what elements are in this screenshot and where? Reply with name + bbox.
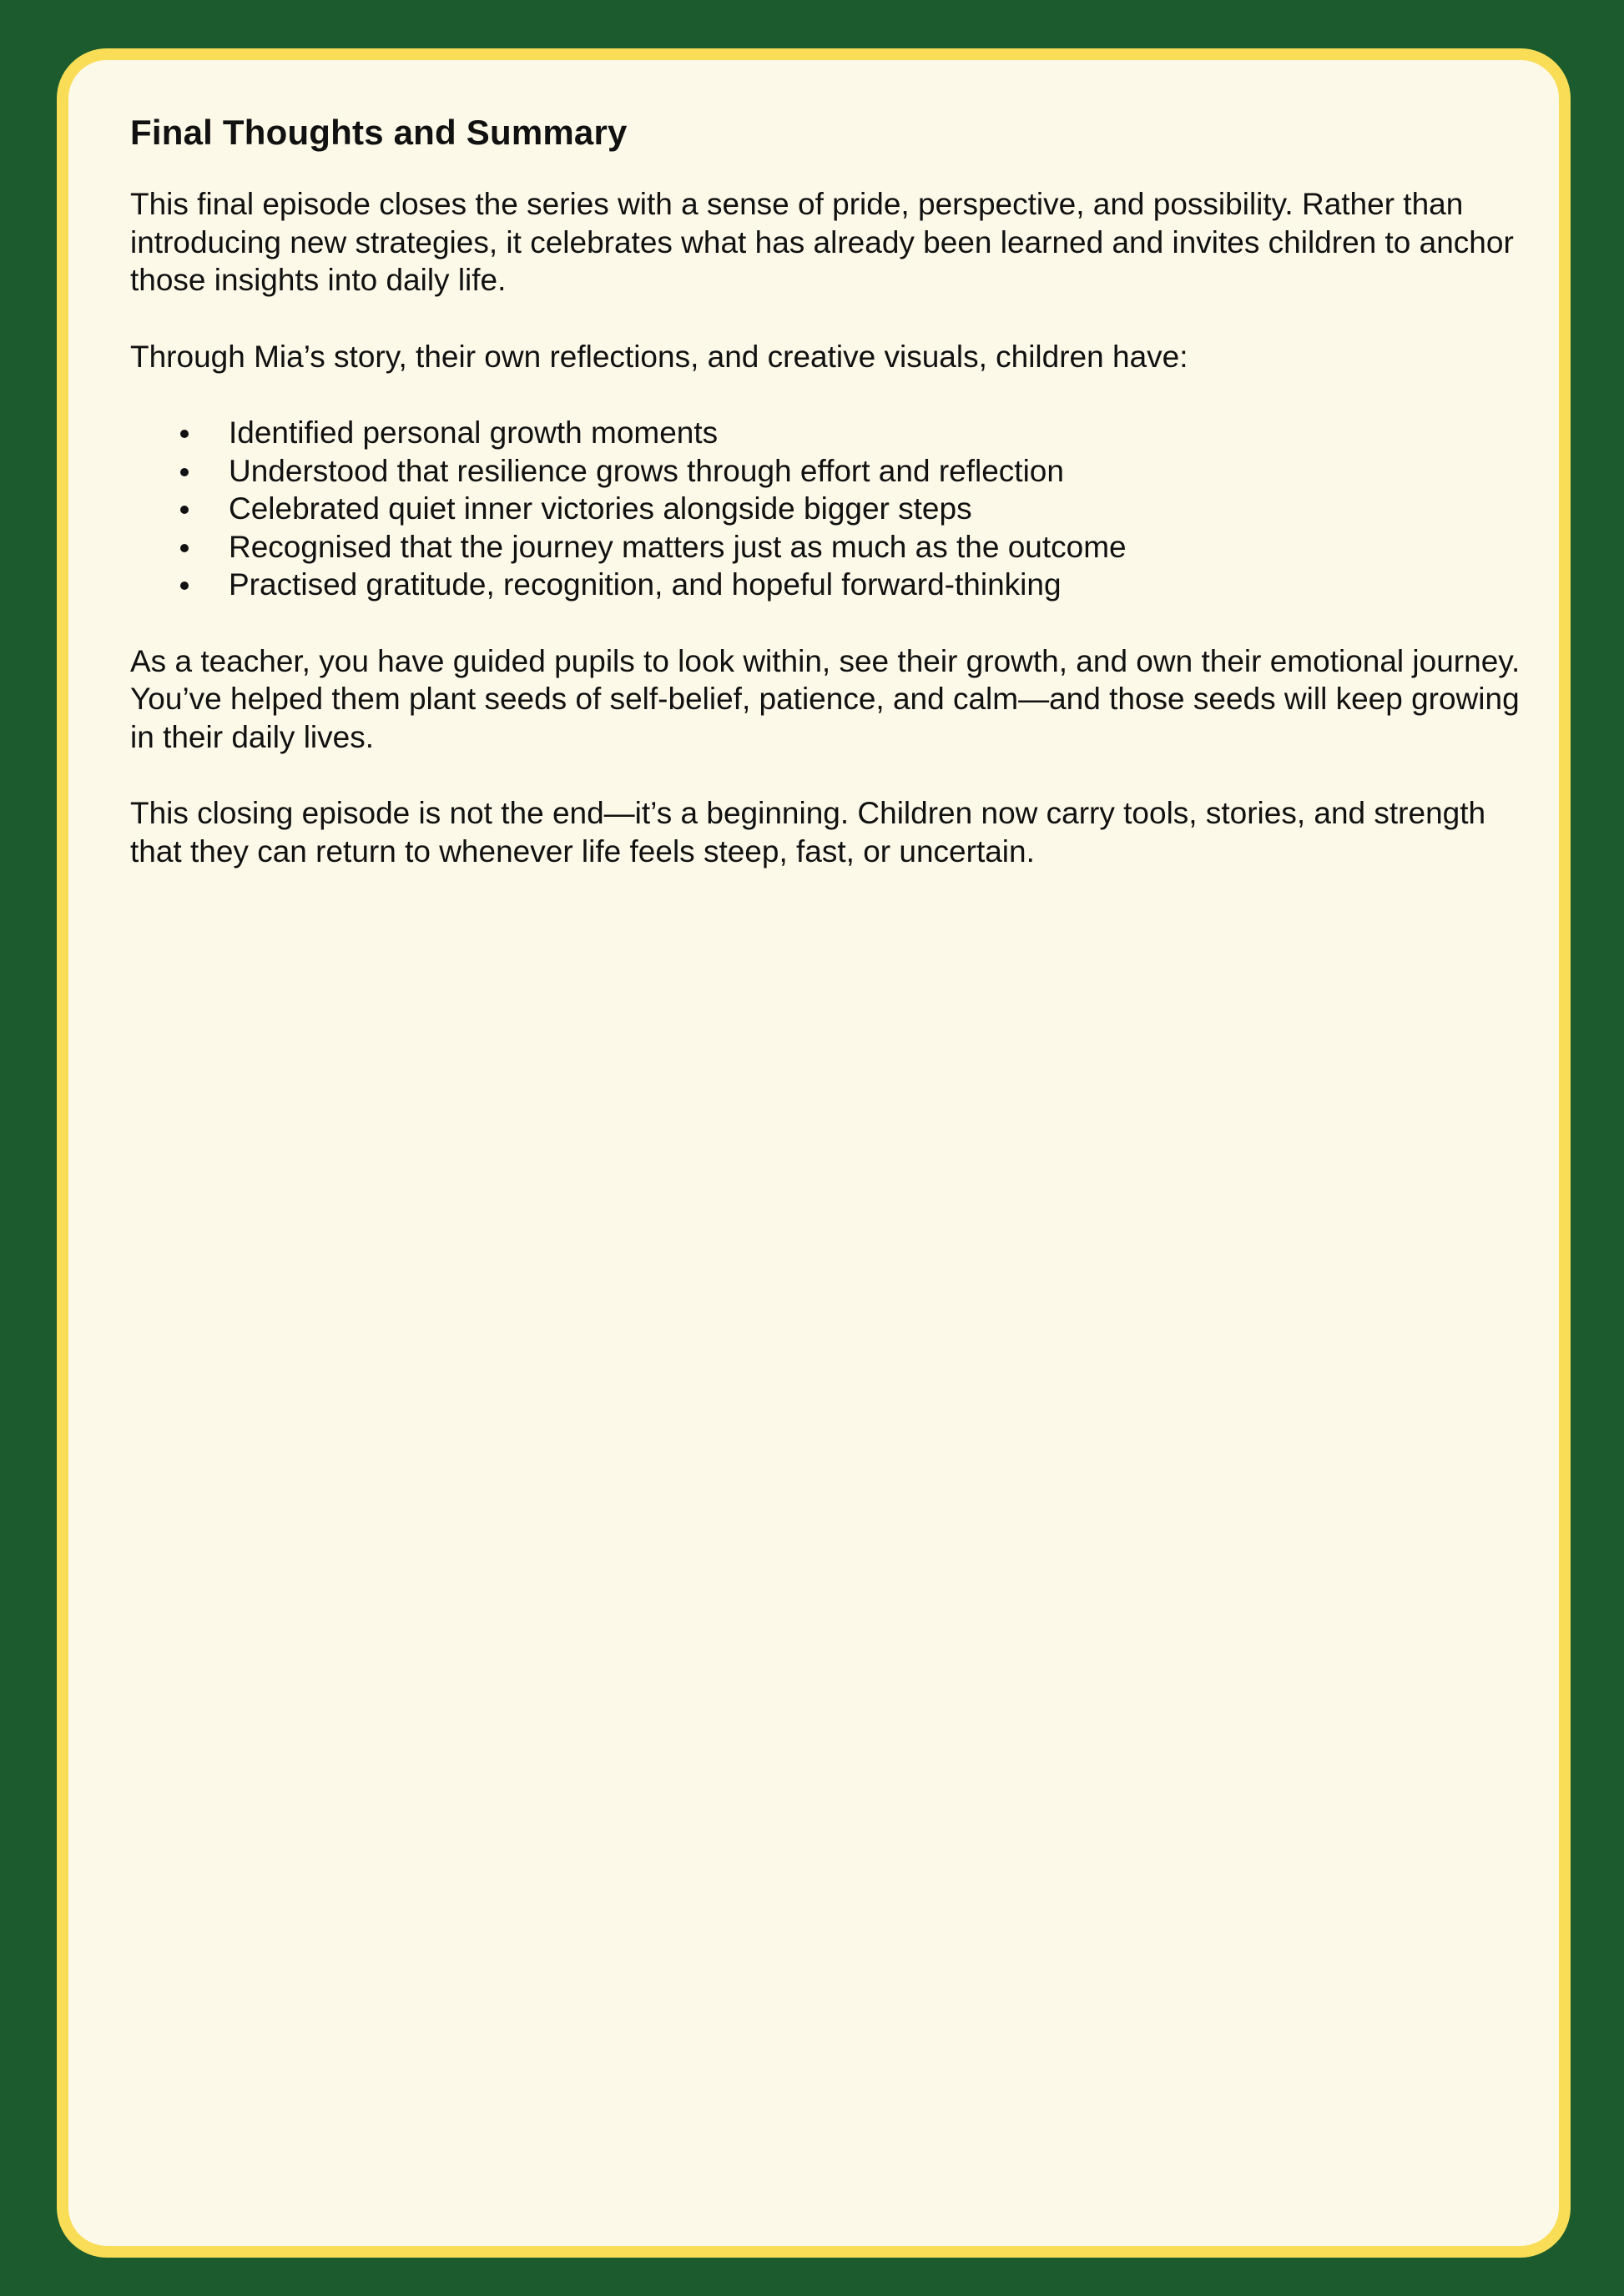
summary-card <box>57 48 1571 2258</box>
list-item-text: Identified personal growth moments <box>229 415 719 451</box>
bullet-icon <box>180 468 189 476</box>
intro-paragraph: This final episode closes the series with a sense of pride, perspective, and possibility. Rather than introducing new strategies, it celebrates what has already been learned and invites children to anchor those insights into daily life. <box>130 187 1514 298</box>
list-item-text: Celebrated quiet inner victories alongside bigger steps <box>229 491 972 526</box>
list-item-text: Practised gratitude, recognition, and hopeful forward-thinking <box>229 567 1062 602</box>
list-item <box>130 414 1532 452</box>
list-item <box>130 490 1532 528</box>
page-title: Final Thoughts and Summary <box>130 113 628 152</box>
list-item-text: Recognised that the journey matters just as much as the outcome <box>229 529 1127 564</box>
list-item-text: Understood that resilience grows through effort and reflection <box>229 453 1064 488</box>
bullet-icon <box>180 430 189 438</box>
teacher-paragraph: As a teacher, you have guided pupils to look within, see their growth, and own their emotional journey. You’ve helped them plant seeds of self-belief, patience, and calm—and those seeds will keep growing in their daily lives. <box>130 643 1521 754</box>
bullet-icon <box>180 582 189 590</box>
growth-list <box>130 414 1532 604</box>
closing-paragraph: This closing episode is not the end—it’s a beginning. Children now carry tools, stories, and strength that they can return to whenever life feels steep, fast, or uncertain. <box>130 796 1486 869</box>
list-item <box>130 452 1532 491</box>
bullet-icon <box>180 506 189 514</box>
card-content <box>130 112 1532 870</box>
lead-in-paragraph: Through Mia’s story, their own reflections, and creative visuals, children have: <box>130 339 1188 374</box>
list-item <box>130 566 1532 604</box>
list-item <box>130 528 1532 566</box>
bullet-icon <box>180 544 189 552</box>
